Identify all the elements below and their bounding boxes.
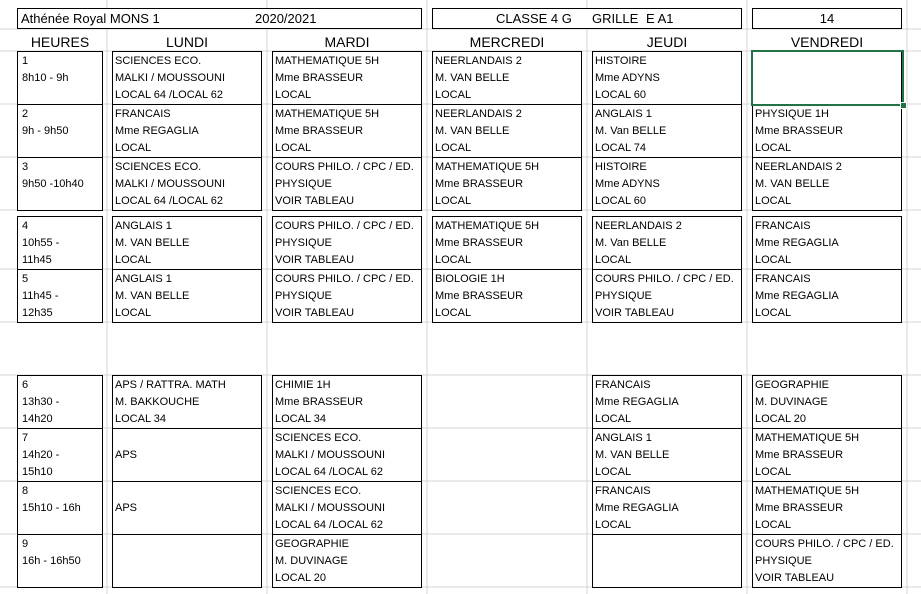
grid-number: 14 <box>819 11 835 26</box>
period-number: 2 <box>22 108 29 120</box>
course-name: COURS PHILO. / CPC / ED. <box>275 161 414 173</box>
teacher-name: M. DUVINAGE <box>755 396 828 408</box>
course-name: SCIENCES ECO. <box>275 485 362 497</box>
period-time-end: 14h20 <box>22 413 53 425</box>
room-name: LOCAL <box>595 519 632 531</box>
course-name: NEERLANDAIS 2 <box>435 55 522 67</box>
course-name: FRANCAIS <box>595 379 651 391</box>
slot-tuesday-3[interactable] <box>272 157 422 211</box>
column-heading-tuesday: MARDI <box>324 34 370 50</box>
slot-thursday-6[interactable] <box>592 375 742 429</box>
course-name: SCIENCES ECO. <box>115 161 202 173</box>
course-name <box>115 483 261 500</box>
period-number: 5 <box>22 273 29 285</box>
slot-tuesday-6[interactable] <box>272 375 422 429</box>
room-name: LOCAL <box>275 142 312 154</box>
period-time-end: 11h45 <box>22 254 52 266</box>
period-time: 13h30 - <box>22 396 60 408</box>
course-name: SCIENCES ECO. <box>275 432 362 444</box>
room-name: LOCAL <box>755 519 792 531</box>
selected-cell-outline <box>751 50 904 106</box>
room-name: LOCAL <box>435 307 472 319</box>
teacher-name: Mme BRASSEUR <box>275 396 364 408</box>
slot-thursday-5[interactable] <box>592 269 742 323</box>
slot-friday-3[interactable] <box>752 157 902 211</box>
course-name: ANGLAIS 1 <box>595 108 652 120</box>
teacher-name: M. DUVINAGE <box>275 555 348 567</box>
teacher-name: PHYSIQUE <box>275 178 332 190</box>
room-name: LOCAL <box>435 254 472 266</box>
class-header[interactable] <box>432 8 742 29</box>
course-name: BIOLOGIE 1H <box>435 273 505 285</box>
course-name: NEERLANDAIS 2 <box>595 220 682 232</box>
room-name <box>115 570 261 587</box>
course-name <box>595 536 741 553</box>
room-name: LOCAL <box>595 254 632 266</box>
period-number: 9 <box>22 538 29 550</box>
room-name: LOCAL <box>275 89 312 101</box>
room-name: LOCAL <box>435 89 472 101</box>
slot-tuesday-7[interactable] <box>272 428 422 482</box>
teacher-name: Mme REGAGLIA <box>755 237 839 249</box>
room-name: LOCAL 74 <box>595 142 646 154</box>
period-time: 9h - 9h50 <box>22 125 69 137</box>
room-name: LOCAL <box>115 254 152 266</box>
school-year: 2020/2021 <box>255 11 317 26</box>
room-name: VOIR TABLEAU <box>275 254 355 266</box>
room-name: LOCAL 34 <box>115 413 166 425</box>
course-name: ANGLAIS 1 <box>115 220 172 232</box>
slot-monday-8[interactable] <box>112 481 262 535</box>
course-name: COURS PHILO. / CPC / ED. <box>595 273 734 285</box>
teacher-name: Mme BRASSEUR <box>435 237 524 249</box>
teacher-name: Mme ADYNS <box>595 72 660 84</box>
room-name: LOCAL <box>755 307 792 319</box>
teacher-name: Mme BRASSEUR <box>275 125 364 137</box>
teacher-name <box>595 553 741 570</box>
course-name: MATHEMATIQUE 5H <box>435 220 540 232</box>
period-time: 8h10 - 9h <box>22 72 69 84</box>
slot-thursday-7[interactable] <box>592 428 742 482</box>
room-name: LOCAL <box>755 195 792 207</box>
teacher-name: M. VAN BELLE <box>115 290 190 302</box>
period-time: 11h45 - <box>22 290 59 302</box>
number-header[interactable] <box>752 8 902 29</box>
teacher-name <box>115 553 261 570</box>
course-name: FRANCAIS <box>115 108 171 120</box>
period-number: 4 <box>22 220 29 232</box>
course-name: COURS PHILO. / CPC / ED. <box>275 220 414 232</box>
teacher-name: MALKI / MOUSSOUNI <box>275 502 386 514</box>
room-name <box>115 464 261 481</box>
teacher-name: Mme BRASSEUR <box>755 449 844 461</box>
slot-tuesday-2[interactable] <box>272 104 422 158</box>
course-name: GEOGRAPHIE <box>755 379 829 391</box>
teacher-name: PHYSIQUE <box>755 555 812 567</box>
teacher-name: M. Van BELLE <box>595 237 667 249</box>
teacher-name: M. VAN BELLE <box>755 178 830 190</box>
course-name: MATHEMATIQUE 5H <box>275 55 380 67</box>
course-name: FRANCAIS <box>595 485 651 497</box>
grille-label: GRILLE <box>592 11 639 26</box>
slot-wednesday-4[interactable] <box>432 216 582 270</box>
slot-thursday-1[interactable] <box>592 51 742 105</box>
slot-thursday-3[interactable] <box>592 157 742 211</box>
room-name: LOCAL 60 <box>595 89 646 101</box>
slot-tuesday-5[interactable] <box>272 269 422 323</box>
teacher-name: M. VAN BELLE <box>435 125 510 137</box>
course-name: NEERLANDAIS 2 <box>435 108 522 120</box>
teacher-name: Mme BRASSEUR <box>755 502 844 514</box>
slot-wednesday-3[interactable] <box>432 157 582 211</box>
slot-monday-3[interactable] <box>112 157 262 211</box>
course-name: ANGLAIS 1 <box>595 432 652 444</box>
course-name: GEOGRAPHIE <box>275 538 349 550</box>
teacher-name: PHYSIQUE <box>275 237 332 249</box>
course-name: MATHEMATIQUE 5H <box>435 161 540 173</box>
room-name <box>115 517 261 534</box>
period-time: 15h10 - 16h <box>22 502 81 514</box>
slot-monday-5[interactable] <box>112 269 262 323</box>
teacher-name: PHYSIQUE <box>595 290 652 302</box>
room-name: LOCAL <box>435 142 472 154</box>
course-name: ANGLAIS 1 <box>115 273 172 285</box>
school-year-header[interactable] <box>17 8 422 29</box>
slot-tuesday-1[interactable] <box>272 51 422 105</box>
slot-monday-6[interactable] <box>112 375 262 429</box>
period-cell-9[interactable] <box>17 534 103 588</box>
slot-monday-4[interactable] <box>112 216 262 270</box>
teacher-name: Mme REGAGLIA <box>595 502 679 514</box>
slot-thursday-9[interactable] <box>592 534 742 588</box>
teacher-name: MALKI / MOUSSOUNI <box>275 449 386 461</box>
room-name: LOCAL 64 /LOCAL 62 <box>115 195 224 207</box>
slot-tuesday-4[interactable] <box>272 216 422 270</box>
room-name: LOCAL <box>595 413 632 425</box>
teacher-name: APS <box>115 502 138 514</box>
slot-monday-9[interactable] <box>112 534 262 588</box>
teacher-name: Mme BRASSEUR <box>755 125 844 137</box>
course-name: HISTOIRE <box>595 161 647 173</box>
teacher-name: APS <box>115 449 138 461</box>
room-name: LOCAL <box>595 466 632 478</box>
column-heading-wednesday: MERCREDI <box>469 34 545 50</box>
slot-friday-5[interactable] <box>752 269 902 323</box>
column-heading-friday: VENDREDI <box>790 34 864 50</box>
teacher-name: Mme BRASSEUR <box>435 178 524 190</box>
slot-monday-2[interactable] <box>112 104 262 158</box>
slot-tuesday-8[interactable] <box>272 481 422 535</box>
room-name: LOCAL <box>435 195 472 207</box>
period-number: 3 <box>22 161 29 173</box>
room-name: LOCAL 34 <box>275 413 326 425</box>
slot-thursday-8[interactable] <box>592 481 742 535</box>
room-name: VOIR TABLEAU <box>595 307 675 319</box>
course-name: PHYSIQUE 1H <box>755 108 829 120</box>
course-name: MATHEMATIQUE 5H <box>275 108 380 120</box>
slot-wednesday-2[interactable] <box>432 104 582 158</box>
period-time-end: 12h35 <box>22 307 53 319</box>
slot-wednesday-5[interactable] <box>432 269 582 323</box>
slot-friday-6[interactable] <box>752 375 902 429</box>
period-time: 14h20 - <box>22 449 60 461</box>
room-name: VOIR TABLEAU <box>275 195 355 207</box>
slot-thursday-2[interactable] <box>592 104 742 158</box>
course-name: SCIENCES ECO. <box>115 55 202 67</box>
course-name: MATHEMATIQUE 5H <box>755 432 860 444</box>
course-name: FRANCAIS <box>755 220 811 232</box>
teacher-name: PHYSIQUE <box>275 290 332 302</box>
period-cell-4[interactable] <box>17 216 103 270</box>
period-cell-1[interactable] <box>17 51 103 105</box>
room-name: LOCAL <box>755 466 792 478</box>
period-time: 9h50 -10h40 <box>22 178 84 190</box>
room-name: LOCAL <box>755 254 792 266</box>
course-name <box>115 430 261 447</box>
slot-tuesday-9[interactable] <box>272 534 422 588</box>
slot-friday-8[interactable] <box>752 481 902 535</box>
column-heading-hours: HEURES <box>30 34 90 50</box>
room-name: LOCAL <box>755 142 792 154</box>
slot-friday-2[interactable] <box>752 104 902 158</box>
teacher-name: Mme REGAGLIA <box>595 396 679 408</box>
course-name <box>115 536 261 553</box>
teacher-name: M. Van BELLE <box>595 125 667 137</box>
period-number: 8 <box>22 485 29 497</box>
course-name: COURS PHILO. / CPC / ED. <box>275 273 414 285</box>
room-name: LOCAL 20 <box>755 413 806 425</box>
fill-handle[interactable] <box>900 102 907 109</box>
period-cell-6[interactable] <box>17 375 103 429</box>
teacher-name: M. VAN BELLE <box>435 72 510 84</box>
course-name: COURS PHILO. / CPC / ED. <box>755 538 894 550</box>
course-name: APS / RATTRA. MATH <box>115 379 226 391</box>
room-name: LOCAL <box>115 142 152 154</box>
slot-monday-1[interactable] <box>112 51 262 105</box>
slot-thursday-4[interactable] <box>592 216 742 270</box>
period-cell-3[interactable] <box>17 157 103 211</box>
period-number: 1 <box>22 55 29 67</box>
teacher-name: Mme BRASSEUR <box>275 72 364 84</box>
teacher-name: Mme REGAGLIA <box>115 125 199 137</box>
class-name: CLASSE 4 G <box>496 11 572 26</box>
period-cell-8[interactable] <box>17 481 103 535</box>
room-name: LOCAL <box>115 307 152 319</box>
room-name: VOIR TABLEAU <box>755 572 835 584</box>
teacher-name: MALKI / MOUSSOUNI <box>115 178 226 190</box>
grille-code: E A1 <box>646 11 674 26</box>
course-name: NEERLANDAIS 2 <box>755 161 842 173</box>
slot-friday-7[interactable] <box>752 428 902 482</box>
room-name <box>595 570 741 587</box>
teacher-name: M. VAN BELLE <box>115 237 190 249</box>
teacher-name: Mme BRASSEUR <box>435 290 524 302</box>
slot-wednesday-1[interactable] <box>432 51 582 105</box>
room-name: LOCAL 60 <box>595 195 646 207</box>
period-cell-2[interactable] <box>17 104 103 158</box>
room-name: LOCAL 64 /LOCAL 62 <box>115 89 224 101</box>
slot-monday-7[interactable] <box>112 428 262 482</box>
column-heading-thursday: JEUDI <box>646 34 688 50</box>
period-number: 7 <box>22 432 29 444</box>
course-name: MATHEMATIQUE 5H <box>755 485 860 497</box>
period-cell-7[interactable] <box>17 428 103 482</box>
period-number: 6 <box>22 379 29 391</box>
period-time-end: 15h10 <box>22 466 53 478</box>
room-name: VOIR TABLEAU <box>275 307 355 319</box>
course-name: CHIMIE 1H <box>275 379 331 391</box>
teacher-name: M. VAN BELLE <box>595 449 670 461</box>
room-name: LOCAL 64 /LOCAL 62 <box>275 466 384 478</box>
teacher-name: Mme ADYNS <box>595 178 660 190</box>
column-heading-monday: LUNDI <box>165 34 208 50</box>
school-name: Athénée Royal MONS 1 <box>21 11 160 26</box>
teacher-name: Mme REGAGLIA <box>755 290 839 302</box>
course-name: HISTOIRE <box>595 55 647 67</box>
course-name: FRANCAIS <box>755 273 811 285</box>
room-name: LOCAL 64 /LOCAL 62 <box>275 519 384 531</box>
slot-friday-9[interactable] <box>752 534 902 588</box>
period-time: 10h55 - <box>22 237 60 249</box>
teacher-name: MALKI / MOUSSOUNI <box>115 72 226 84</box>
period-time: 16h - 16h50 <box>22 555 81 567</box>
teacher-name: M. BAKKOUCHE <box>115 396 200 408</box>
period-cell-5[interactable] <box>17 269 103 323</box>
room-name: LOCAL 20 <box>275 572 326 584</box>
slot-friday-4[interactable] <box>752 216 902 270</box>
